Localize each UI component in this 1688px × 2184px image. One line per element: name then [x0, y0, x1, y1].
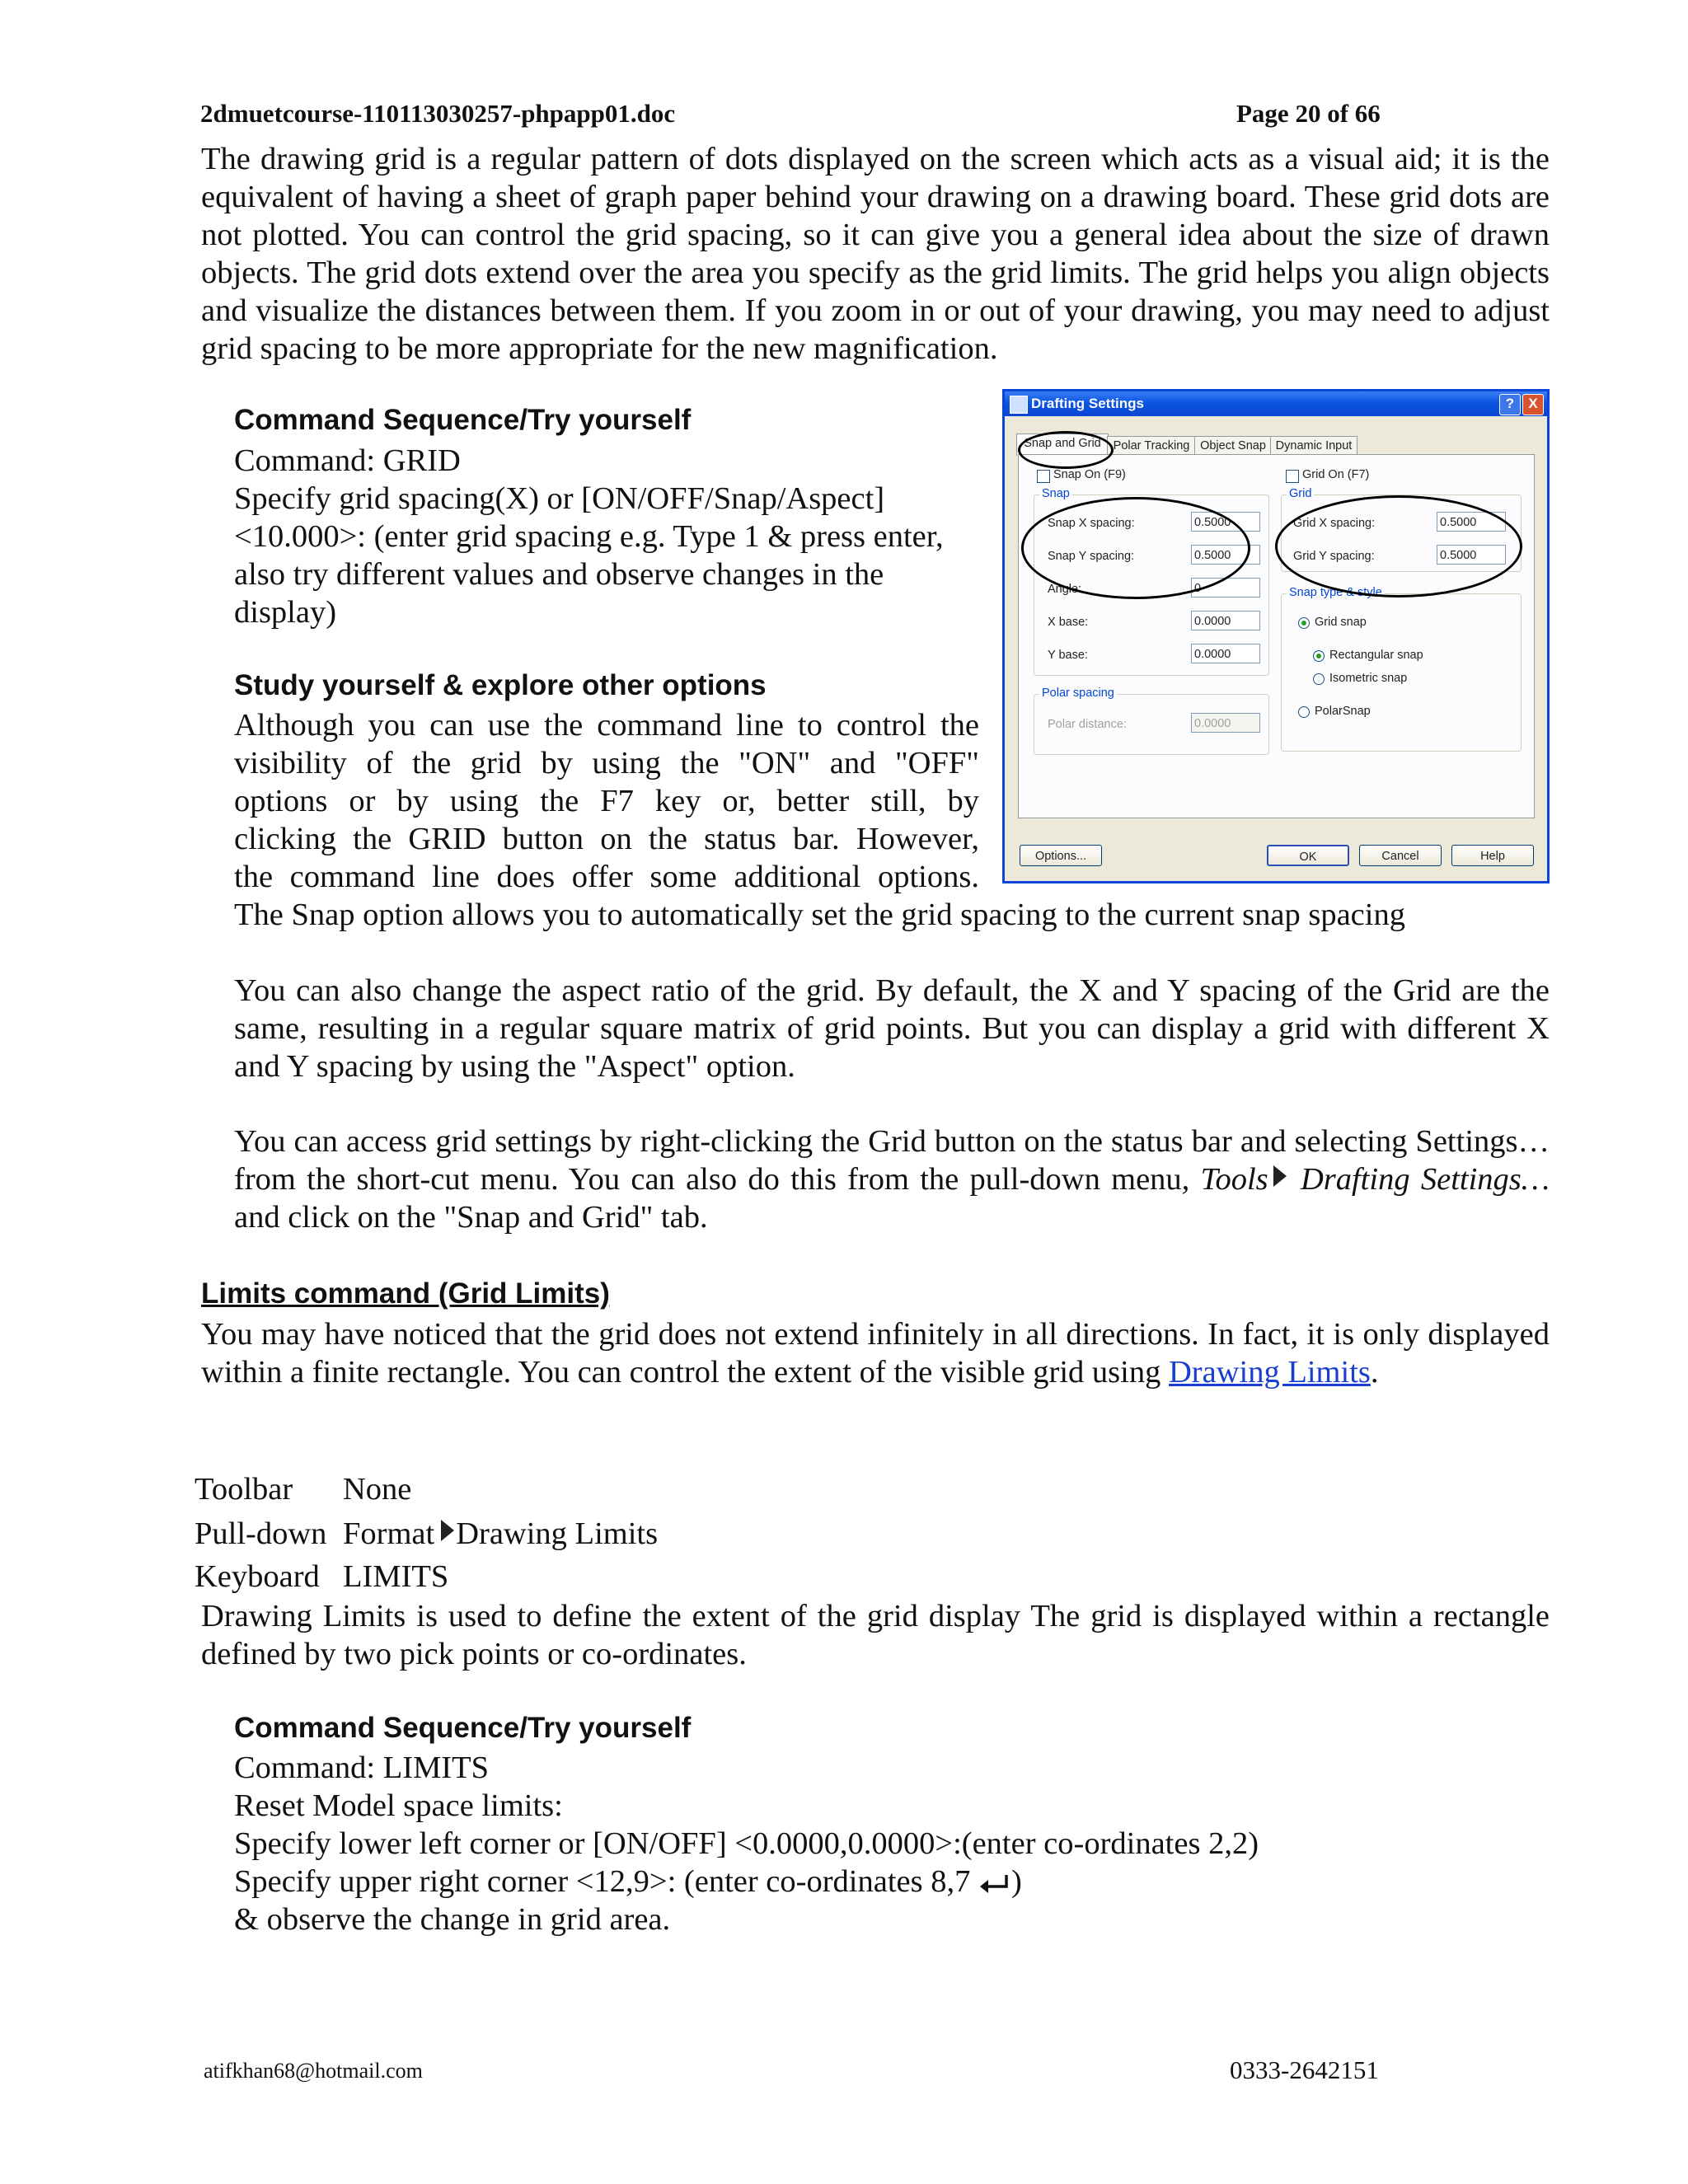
menu-tools: Tools	[1200, 1162, 1268, 1197]
x-base-input[interactable]: 0.0000	[1191, 611, 1260, 630]
polar-distance-label: Polar distance:	[1048, 718, 1127, 731]
snap-x-input[interactable]: 0.5000	[1191, 512, 1260, 532]
tab-dynamic-input[interactable]: Dynamic Input	[1270, 436, 1357, 455]
grid-command-line: <10.000>: (enter grid spacing e.g. Type 1 & press enter,	[234, 519, 944, 554]
menu-format: Format	[343, 1516, 435, 1551]
upper-corner-text: Specify upper right corner <12,9>: (enter co-ordinates 8,7	[234, 1864, 978, 1899]
options-button[interactable]: Options...	[1020, 845, 1102, 866]
enter-key-icon	[978, 1872, 1011, 1896]
study-line: clicking the GRID button on the status bar. However,	[234, 822, 979, 856]
snap-on-label: Snap On (F9)	[1053, 468, 1126, 481]
pulldown-label: Pull-down	[195, 1516, 327, 1551]
drafting-settings-dialog	[1002, 389, 1550, 883]
study-line: visibility of the grid by using the "ON" and "OFF"	[234, 746, 979, 780]
polar-distance-input: 0.0000	[1191, 713, 1260, 733]
document-filename: 2dmuetcourse-110113030257-phpapp01.doc	[200, 99, 676, 128]
study-heading: Study yourself & explore other options	[234, 669, 767, 701]
grid-command-line: Specify grid spacing(X) or [ON/OFF/Snap/Aspect]	[234, 481, 885, 516]
grid-command-heading: Command Sequence/Try yourself	[234, 404, 692, 436]
tab-object-snap[interactable]: Object Snap	[1194, 436, 1272, 455]
grid-group-label: Grid	[1287, 487, 1314, 500]
submenu-arrow-icon	[1273, 1165, 1287, 1187]
limits-command-line: & observe the change in grid area.	[234, 1902, 671, 1937]
menu-drawing-limits: Drawing Limits	[456, 1516, 659, 1551]
keyboard-value: LIMITS	[343, 1559, 449, 1594]
grid-on-checkbox[interactable]	[1286, 470, 1299, 483]
settings-comma: ,	[1181, 1162, 1190, 1197]
grid-x-label: Grid X spacing:	[1293, 517, 1376, 530]
limits-period: .	[1370, 1355, 1379, 1390]
snap-type-group	[1281, 586, 1522, 752]
grid-command-line: display)	[234, 595, 337, 630]
aspect-paragraph: You can also change the aspect ratio of the grid. By default, the X and Y spacing of the Grid are the same, resulting in a regular square matrix of grid points. But you can display a grid with different X and Y spacing by using the "Aspect" option.	[234, 973, 1550, 1084]
rectangular-snap-label: Rectangular snap	[1329, 649, 1423, 662]
keyboard-label: Keyboard	[195, 1559, 320, 1594]
snap-grid-panel	[1018, 454, 1535, 818]
tab-snap-and-grid[interactable]: Snap and Grid	[1016, 434, 1109, 456]
isometric-snap-label: Isometric snap	[1329, 672, 1408, 685]
grid-command-line: also try different values and observe changes in the	[234, 557, 884, 592]
pulldown-value	[343, 1515, 658, 1553]
limits-command-line: Reset Model space limits:	[234, 1788, 563, 1823]
footer-phone: 0333-2642151	[1230, 2055, 1379, 2084]
footer-email: atifkhan68@hotmail.com	[204, 2059, 423, 2083]
snap-on-checkbox[interactable]	[1037, 470, 1050, 483]
x-base-label: X base:	[1048, 616, 1089, 629]
limits-text: You may have noticed that the grid does not extend infinitely in all directions. In fact, it is only displayed within a finite rectangle. You can control the extent of the visible grid using	[201, 1317, 1550, 1390]
study-line: the command line does offer some additional options.	[234, 860, 979, 894]
snap-y-label: Snap Y spacing:	[1048, 550, 1135, 563]
angle-label: Angle:	[1048, 583, 1082, 596]
submenu-arrow-icon	[441, 1520, 454, 1541]
help-icon[interactable]: ?	[1499, 394, 1521, 415]
cancel-button[interactable]: Cancel	[1359, 845, 1442, 866]
y-base-input[interactable]: 0.0000	[1191, 644, 1260, 663]
grid-group	[1281, 487, 1522, 572]
settings-text: You can access grid settings by right-clicking the Grid button on the status bar and selecting Settings… from the short-cut menu. You can also do this from the pull-down menu	[234, 1124, 1550, 1197]
limits-command-line	[234, 1863, 1022, 1900]
grid-snap-label: Grid snap	[1315, 616, 1367, 629]
grid-x-input[interactable]: 0.5000	[1437, 512, 1506, 532]
settings-text-end: and click on the "Snap and Grid" tab.	[234, 1200, 708, 1235]
grid-command-line: Command: GRID	[234, 443, 461, 478]
ok-button[interactable]: OK	[1267, 845, 1349, 866]
limits-heading: Limits command (Grid Limits)	[201, 1277, 610, 1310]
limits-description: Drawing Limits is used to define the extent of the grid display The grid is displayed within a rectangle defined by two pick points or co-ordinates.	[201, 1599, 1550, 1671]
y-base-label: Y base:	[1048, 649, 1088, 662]
grid-y-input[interactable]: 0.5000	[1437, 545, 1506, 565]
polar-spacing-label: Polar spacing	[1039, 687, 1117, 700]
limits-paragraph	[201, 1315, 1550, 1391]
toolbar-label: Toolbar	[195, 1472, 293, 1507]
study-line: options or by using the F7 key or, better still, by	[234, 784, 979, 818]
polar-spacing-group	[1034, 687, 1269, 755]
intro-paragraph: The drawing grid is a regular pattern of dots displayed on the screen which acts as a visual aid; it is the equivalent of having a sheet of graph paper behind your drawing on a drawing board. These grid dots are not plotted. You can control the grid spacing, so it can give you a general idea about the size of drawn objects. The grid dots extend over the area you specify as the grid limits. The grid helps you align objects and visualize the distances between them. If you zoom in or out of your drawing, you may need to adjust grid spacing to be more appropriate for the new magnification.	[201, 142, 1550, 366]
snap-y-input[interactable]: 0.5000	[1191, 545, 1260, 565]
study-line: Although you can use the command line to control the	[234, 708, 979, 743]
limits-command-heading: Command Sequence/Try yourself	[234, 1712, 692, 1744]
snap-x-label: Snap X spacing:	[1048, 517, 1135, 530]
help-button[interactable]: Help	[1451, 845, 1534, 866]
settings-paragraph	[234, 1122, 1550, 1236]
grid-snap-radio[interactable]	[1298, 617, 1310, 629]
grid-on-label: Grid On (F7)	[1302, 468, 1370, 481]
rectangular-snap-radio[interactable]	[1313, 650, 1325, 662]
limits-command-line: Specify lower left corner or [ON/OFF] <0.0000,0.0000>:(enter co-ordinates 2,2)	[234, 1826, 1259, 1861]
dialog-title: Drafting Settings	[1031, 396, 1144, 411]
close-paren: )	[1010, 1864, 1022, 1899]
polar-snap-radio[interactable]	[1298, 706, 1310, 718]
snap-option-line: The Snap option allows you to automatically set the grid spacing to the current snap spacing	[234, 898, 1405, 932]
menu-drafting-settings: Drafting Settings…	[1300, 1162, 1550, 1197]
limits-command-line: Command: LIMITS	[234, 1750, 490, 1785]
tab-polar-tracking[interactable]: Polar Tracking	[1107, 436, 1196, 455]
close-icon[interactable]: X	[1522, 394, 1544, 415]
snap-group-label: Snap	[1039, 487, 1072, 500]
app-icon	[1010, 396, 1028, 414]
page-number: Page 20 of 66	[1236, 99, 1381, 128]
dialog-title-bar	[1005, 391, 1547, 416]
angle-input[interactable]: 0	[1191, 578, 1260, 598]
snap-group	[1034, 487, 1269, 676]
polar-snap-label: PolarSnap	[1315, 705, 1371, 718]
toolbar-value: None	[343, 1472, 412, 1507]
snap-type-label: Snap type & style	[1287, 586, 1385, 599]
isometric-snap-radio[interactable]	[1313, 673, 1325, 685]
drawing-limits-link[interactable]: Drawing Limits	[1169, 1355, 1371, 1390]
grid-y-label: Grid Y spacing:	[1293, 550, 1375, 563]
